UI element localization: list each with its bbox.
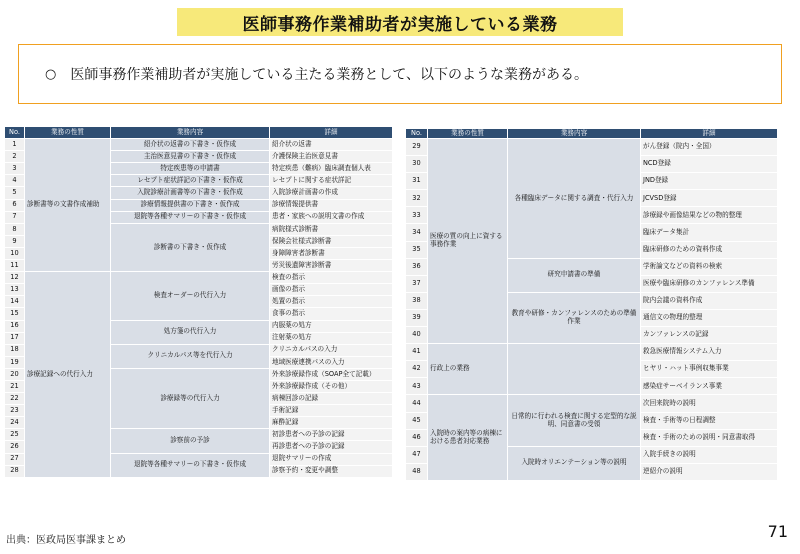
row-number: 25 <box>5 429 25 441</box>
task-cell: 退院等各種サマリーの下書き・仮作成 <box>111 211 270 223</box>
row-number: 38 <box>406 292 428 309</box>
row-number: 10 <box>5 247 25 259</box>
row-number: 39 <box>406 309 428 326</box>
source-note: 出典：医政局医事課まとめ <box>6 535 126 546</box>
task-cell: 処方箋の代行入力 <box>111 320 270 344</box>
detail-cell: 院内会議の資料作成 <box>641 292 778 309</box>
detail-cell: 介護保険主治医意見書 <box>270 151 393 163</box>
row-number: 14 <box>5 296 25 308</box>
row-number: 11 <box>5 260 25 272</box>
detail-cell: NCD登録 <box>641 156 778 173</box>
task-cell: 研究申請書の準備 <box>508 258 641 292</box>
row-number: 15 <box>5 308 25 320</box>
row-number: 21 <box>5 380 25 392</box>
row-number: 12 <box>5 272 25 284</box>
detail-cell: 外来診療録作成（その他） <box>270 380 393 392</box>
header-detail: 詳細 <box>641 129 778 139</box>
detail-cell: 救急医療情報システム入力 <box>641 344 778 361</box>
detail-cell: レセプトに関する症状詳記 <box>270 175 393 187</box>
table-row <box>406 395 778 412</box>
detail-cell: 診察予約・変更や調整 <box>270 465 393 477</box>
row-number: 22 <box>5 393 25 405</box>
task-cell: 診察前の予診 <box>111 429 270 453</box>
row-number: 36 <box>406 258 428 275</box>
detail-cell: 再診患者への予診の記録 <box>270 441 393 453</box>
detail-cell: 入院手続きの説明 <box>641 446 778 463</box>
task-cell: 退院等各種サマリーの下書き・仮作成 <box>111 453 270 477</box>
category-cell: 診断書等の文書作成補助 <box>25 139 111 272</box>
detail-cell: がん登録（院内・全国） <box>641 139 778 156</box>
detail-cell: 保険会社様式診断書 <box>270 235 393 247</box>
row-number: 6 <box>5 199 25 211</box>
detail-cell: 検査の指示 <box>270 272 393 284</box>
detail-cell: 注射薬の処方 <box>270 332 393 344</box>
category-cell: 入院時の案内等の病棟における患者対応業務 <box>428 395 508 480</box>
row-number: 19 <box>5 356 25 368</box>
table-row <box>5 272 393 284</box>
summary-text: 医師事務作業補助者が実施している主たる業務として、以下のような業務がある。 <box>70 67 589 83</box>
row-number: 29 <box>406 139 428 156</box>
detail-cell: 外来診療録作成（SOAP全て記載） <box>270 368 393 380</box>
task-cell <box>508 344 641 395</box>
row-number: 7 <box>5 211 25 223</box>
task-cell: 各種臨床データに関する調査・代行入力 <box>508 139 641 259</box>
detail-cell: クリニカルパスの入力 <box>270 344 393 356</box>
row-number: 43 <box>406 378 428 395</box>
task-cell: 診療情報提供書の下書き・仮作成 <box>111 199 270 211</box>
row-number: 20 <box>5 368 25 380</box>
row-number: 47 <box>406 446 428 463</box>
row-number: 32 <box>406 190 428 207</box>
task-cell: 日常的に行われる検査に関する定型的な説明、同意書の受領 <box>508 395 641 446</box>
detail-cell: 画像の指示 <box>270 284 393 296</box>
category-cell: 行政上の業務 <box>428 344 508 395</box>
row-number: 37 <box>406 275 428 292</box>
detail-cell: 感染症サーベイランス事業 <box>641 378 778 395</box>
header-no: No. <box>5 127 25 139</box>
row-number: 35 <box>406 241 428 258</box>
row-number: 28 <box>5 465 25 477</box>
header-detail: 詳細 <box>270 127 393 139</box>
bullet-icon: ○ <box>45 66 57 82</box>
row-number: 18 <box>5 344 25 356</box>
detail-cell: 逆紹介の説明 <box>641 463 778 480</box>
table-row <box>406 344 778 361</box>
detail-cell: 患者・家族への説明文書の作成 <box>270 211 393 223</box>
task-cell: 入院時オリエンテーション等の説明 <box>508 446 641 480</box>
header-no: No. <box>406 129 428 139</box>
category-cell: 診療記録への代行入力 <box>25 272 111 478</box>
row-number: 40 <box>406 327 428 344</box>
detail-cell: 病棟回診の記録 <box>270 393 393 405</box>
detail-cell: 初診患者への予診の記録 <box>270 429 393 441</box>
row-number: 30 <box>406 156 428 173</box>
detail-cell: 入院診療計画書の作成 <box>270 187 393 199</box>
detail-cell: JND登録 <box>641 173 778 190</box>
detail-cell: 臨床研修のための資料作成 <box>641 241 778 258</box>
row-number: 1 <box>5 139 25 151</box>
detail-cell: ヒヤリ・ハット事例収集事業 <box>641 361 778 378</box>
row-number: 24 <box>5 417 25 429</box>
page-title: 医師事務作業補助者が実施している業務 <box>177 8 623 36</box>
detail-cell: 診療録や画像結果などの物的整理 <box>641 207 778 224</box>
row-number: 46 <box>406 429 428 446</box>
detail-cell: 麻酔記録 <box>270 417 393 429</box>
detail-cell: 学術論文などの資料の検索 <box>641 258 778 275</box>
header-task: 業務内容 <box>111 127 270 139</box>
detail-cell: 労災後遺障害診断書 <box>270 260 393 272</box>
detail-cell: 紹介状の返書 <box>270 139 393 151</box>
detail-cell: 身障障害者診断書 <box>270 247 393 259</box>
table-row <box>406 139 778 156</box>
detail-cell: 通信文の物理的整理 <box>641 309 778 326</box>
right-task-table <box>405 128 778 481</box>
detail-cell: 退院サマリーの作成 <box>270 453 393 465</box>
detail-cell: 手術記録 <box>270 405 393 417</box>
task-cell: 診断書の下書き・仮作成 <box>111 223 270 271</box>
row-number: 26 <box>5 441 25 453</box>
row-number: 8 <box>5 223 25 235</box>
table-row <box>5 139 393 151</box>
detail-cell: 検査・手術等の日程調整 <box>641 412 778 429</box>
row-number: 5 <box>5 187 25 199</box>
detail-cell: 特定疾患（難病）臨床調査個人表 <box>270 163 393 175</box>
category-cell: 医療の質の向上に資する事務作業 <box>428 139 508 344</box>
detail-cell: 食事の指示 <box>270 308 393 320</box>
task-cell: 診療録等の代行入力 <box>111 368 270 428</box>
row-number: 41 <box>406 344 428 361</box>
row-number: 3 <box>5 163 25 175</box>
row-number: 44 <box>406 395 428 412</box>
task-cell: 主治医意見書の下書き・仮作成 <box>111 151 270 163</box>
header-category: 業務の性質 <box>25 127 111 139</box>
task-cell: 紹介状の返書の下書き・仮作成 <box>111 139 270 151</box>
detail-cell: 処置の指示 <box>270 296 393 308</box>
detail-cell: 検査・手術のための説明・同意書取得 <box>641 429 778 446</box>
left-task-table <box>4 126 393 478</box>
summary-box <box>18 44 782 104</box>
header-task: 業務内容 <box>508 129 641 139</box>
task-cell: クリニカルパス等を代行入力 <box>111 344 270 368</box>
row-number: 16 <box>5 320 25 332</box>
detail-cell: カンファレンスの記録 <box>641 327 778 344</box>
detail-cell: 地域医療連携パスの入力 <box>270 356 393 368</box>
detail-cell: 診療情報提供書 <box>270 199 393 211</box>
row-number: 33 <box>406 207 428 224</box>
detail-cell: JCVSD登録 <box>641 190 778 207</box>
row-number: 13 <box>5 284 25 296</box>
task-cell: 教育や研修・カンファレンスのための準備作業 <box>508 292 641 343</box>
row-number: 34 <box>406 224 428 241</box>
task-cell: 特定疾患等の申請書 <box>111 163 270 175</box>
detail-cell: 医療や臨床研修のカンファレンス準備 <box>641 275 778 292</box>
row-number: 23 <box>5 405 25 417</box>
row-number: 9 <box>5 235 25 247</box>
detail-cell: 次回来院時の説明 <box>641 395 778 412</box>
detail-cell: 臨床データ集計 <box>641 224 778 241</box>
task-cell: 検査オーダーの代行入力 <box>111 272 270 320</box>
row-number: 31 <box>406 173 428 190</box>
row-number: 48 <box>406 463 428 480</box>
row-number: 42 <box>406 361 428 378</box>
row-number: 4 <box>5 175 25 187</box>
header-category: 業務の性質 <box>428 129 508 139</box>
row-number: 17 <box>5 332 25 344</box>
detail-cell: 内服薬の処方 <box>270 320 393 332</box>
page-number: 71 <box>767 522 788 541</box>
task-cell: 入院診療計画書等の下書き・仮作成 <box>111 187 270 199</box>
row-number: 45 <box>406 412 428 429</box>
detail-cell: 病院様式診断書 <box>270 223 393 235</box>
row-number: 27 <box>5 453 25 465</box>
task-cell: レセプト症状詳記の下書き・仮作成 <box>111 175 270 187</box>
row-number: 2 <box>5 151 25 163</box>
